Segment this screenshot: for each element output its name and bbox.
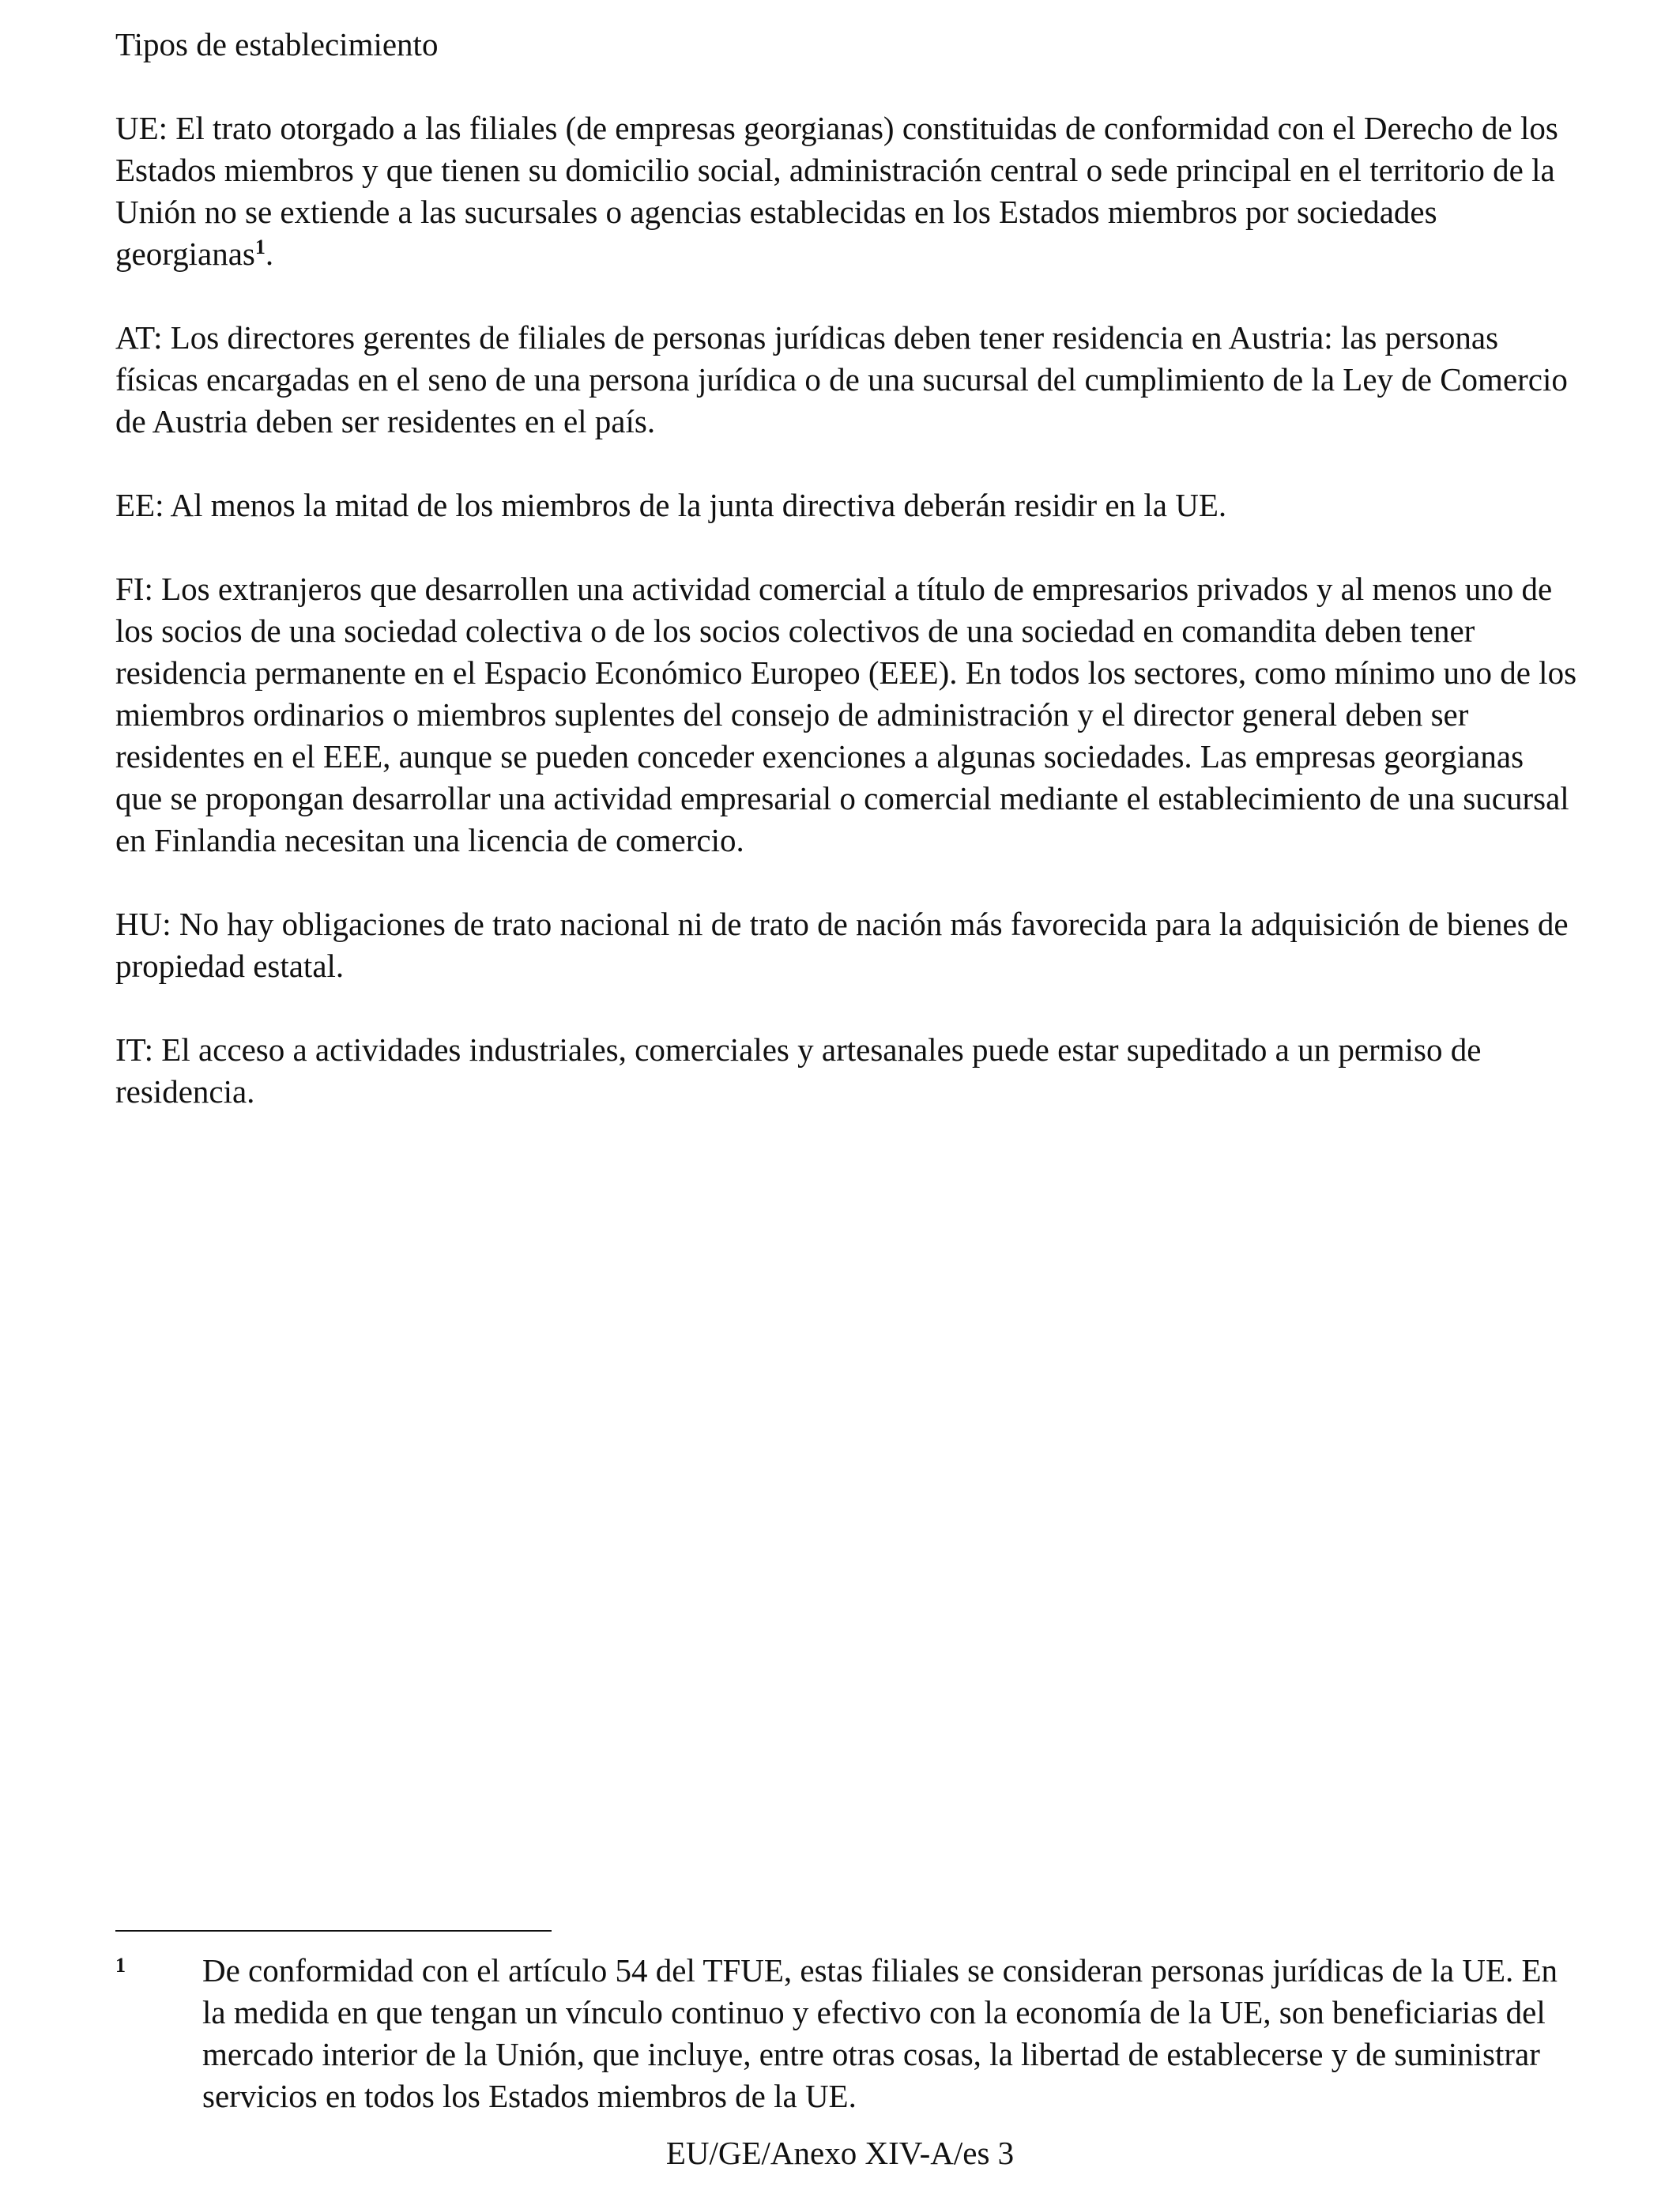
- page-footer: EU/GE/Anexo XIV-A/es 3: [665, 2135, 1015, 2171]
- section-heading: Tipos de establecimiento: [115, 26, 439, 62]
- paragraph-hu: HU: No hay obligaciones de trato nacional ni de trato de nación más favorecida para la adquisición de bienes de propiedad estatal.: [115, 906, 1569, 984]
- paragraph-fi: FI: Los extranjeros que desarrollen una actividad comercial a título de empresarios privados y al menos uno de los socios de una sociedad colectiva o de los socios colectivos de una sociedad en comandita deben tener residencia permanente en el Espacio Económico Europeo (EEE). En todos los sectores, como mínimo uno de los miembros ordinarios o miembros suplentes del consejo de administración y el director general deben ser residentes en el EEE, aunque se pueden conceder exenciones a algunas sociedades. Las empresas georgianas que se propongan desarrollar una actividad empresarial o comercial mediante el establecimiento de una sucursal en Finlandia necesitan una licencia de comercio.: [115, 571, 1577, 858]
- footnote-number: 1: [115, 1954, 126, 1977]
- paragraph-tail: .: [265, 236, 274, 272]
- paragraph-ue: [115, 107, 1577, 275]
- footnote-reference[interactable]: 1: [254, 236, 266, 258]
- document-body: [115, 24, 1577, 1113]
- footnote-text: De conformidad con el artículo 54 del TFUE, estas filiales se consideran personas jurídicas de la UE. En la medida en que tengan un vínculo continuo y efectivo con la economía de la UE, son beneficiarias del mercado interior de la Unión, que incluye, entre otras cosas, la libertad de establecerse y de suministrar servicios en todos los Estados miembros de la UE.: [202, 1952, 1558, 2114]
- footnote: [115, 1950, 1585, 2117]
- paragraph-it: IT: El acceso a actividades industriales, comerciales y artesanales puede estar supeditado a un permiso de residencia.: [115, 1031, 1482, 1110]
- paragraph-text: UE: El trato otorgado a las filiales (de empresas georgianas) constituidas de conformidad con el Derecho de los Estados miembros y que tienen su domicilio social, administración central o sede principal en el territorio de la Unión no se extiende a las sucursales o agencias establecidas en los Estados miembros por sociedades georgianas: [115, 110, 1558, 272]
- paragraph-at: AT: Los directores gerentes de filiales de personas jurídicas deben tener residencia en Austria: las personas físicas encargadas en el seno de una persona jurídica o de una sucursal del cumplimiento de la Ley de Comercio de Austria deben ser residentes en el país.: [115, 319, 1568, 439]
- footnote-separator: [115, 1930, 552, 1932]
- paragraph-ee: EE: Al menos la mitad de los miembros de la junta directiva deberán residir en la UE.: [115, 487, 1227, 523]
